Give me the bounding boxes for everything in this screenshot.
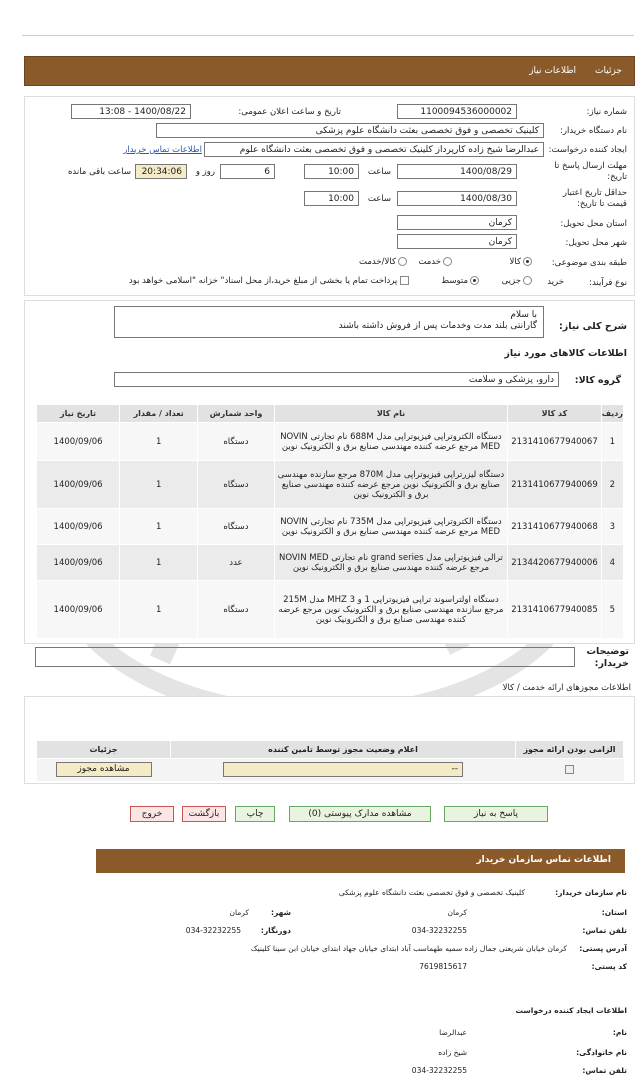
creator-name-value: عبدالرضا xyxy=(439,1028,467,1037)
cell-row: 2 xyxy=(601,461,623,509)
cell-name: ترالی فیزیوتراپی مدل grand series نام تجارتی NOVIN MED مرجع عرضه کننده مهندسی صنایع برق و الکترونیک نوین xyxy=(274,545,508,581)
category-goods-service-option[interactable] xyxy=(359,257,409,267)
cell-qty: 1 xyxy=(120,461,198,509)
reply-button[interactable]: پاسخ به نیاز xyxy=(444,806,548,822)
deadline-time-field: 10:00 xyxy=(304,164,359,179)
deadline-date-field: 1400/08/29 xyxy=(397,164,517,179)
buyer-org-field: کلینیک تخصصی و فوق تخصصی بعثت دانشگاه علوم پزشکی xyxy=(156,123,544,138)
remaining-time-field: 20:34:06 xyxy=(135,164,187,179)
payment-note-text: پرداخت تمام یا بخشی از مبلغ خرید،از محل اسناد" خزانه "اسلامی خواهد بود xyxy=(128,276,398,286)
remaining-label: ساعت باقی مانده xyxy=(67,167,131,177)
page-header xyxy=(24,56,635,86)
process-label: نوع فرآیند: xyxy=(589,278,627,288)
deadline-label: مهلت ارسال پاسخ تا تاریخ: xyxy=(554,161,627,182)
cell-row: 1 xyxy=(601,423,623,461)
creator-name-label: نام: xyxy=(612,1028,627,1037)
tab-details[interactable]: جزئیات xyxy=(595,66,622,76)
goods-table-header xyxy=(37,405,624,423)
need-number-field: 1100094536000002 xyxy=(397,104,517,119)
contact-address-value: کرمان خیابان شریعتی جمال زاده سمیه طهماسب آباد ابتدای خیابان جهاد ابتدای خیابان ابن سینا کلینیک xyxy=(250,944,567,953)
days-field: 6 xyxy=(220,164,275,179)
category-goods-service-label: کالا/خدمت xyxy=(359,257,396,267)
required-cell xyxy=(516,759,624,781)
contact-org-value: کلینیک تخصصی و فوق تخصصی بعثت دانشگاه علوم پزشکی xyxy=(338,888,525,897)
cell-code: 2134420677940006 xyxy=(508,545,602,581)
col-name: نام کالا xyxy=(274,405,508,423)
creator-phone-value: 034-32232255 xyxy=(411,1066,467,1075)
cell-qty: 1 xyxy=(120,509,198,545)
cell-unit: عدد xyxy=(198,545,274,581)
announce-field: 1400/08/22 - 13:08 xyxy=(71,104,191,119)
contact-postal-label: کد پستی: xyxy=(591,962,627,971)
process-medium-option[interactable] xyxy=(441,276,481,286)
radio-icon[interactable] xyxy=(523,276,532,285)
buyer-notes-box xyxy=(35,647,575,667)
details-cell xyxy=(37,759,171,781)
validity-label: حداقل تاریخ اعتبار قیمت تا تاریخ: xyxy=(562,188,627,209)
city-label: شهر محل تحویل: xyxy=(565,238,627,248)
cell-name: دستگاه اولتراسوند تراپی فیزیوتراپی 1 و 3 MHZ مدل 215M مرجع سازنده مهندسی صنایع برق و الکترونیک نوین مرجع عرضه کننده مهندسی صنایع برق و الکترونیک نوین xyxy=(274,581,508,639)
cell-code: 2131410677940067 xyxy=(508,423,602,461)
contact-title-text: اطلاعات تماس سازمان خریدار xyxy=(476,855,611,865)
process-buy-label: خرید xyxy=(547,277,564,287)
cell-unit: دستگاه xyxy=(198,581,274,639)
need-number-label: شماره نیاز: xyxy=(586,107,627,117)
payment-note xyxy=(129,276,409,286)
contact-province-label: استان: xyxy=(601,908,627,917)
buyer-org-label: نام دستگاه خریدار: xyxy=(560,126,627,136)
col-required: الزامی بودن ارائه مجوز xyxy=(516,741,624,759)
process-partial-option[interactable] xyxy=(502,276,534,286)
cell-name: دستگاه لیزرتراپی فیزیوتراپی مدل 870M مرجع سازنده مهندسی صنایع برق و الکترونیک نوین مرجع عرضه کننده مهندسی صنایع برق و الکترونیک نوین xyxy=(274,461,508,509)
cell-date: 1400/09/06 xyxy=(37,545,120,581)
print-button[interactable]: چاپ xyxy=(235,806,275,822)
contact-fax-value: 034-32232255 xyxy=(185,926,241,935)
permits-table xyxy=(36,740,624,781)
city-field: کرمان xyxy=(397,234,517,249)
description-line-1: با سلام xyxy=(510,310,537,320)
cell-qty: 1 xyxy=(120,581,198,639)
validity-time-field: 10:00 xyxy=(304,191,359,206)
cell-code: 2131410677940085 xyxy=(508,581,602,639)
goods-table xyxy=(36,404,624,639)
creator-section-title: اطلاعات ایجاد کننده درخواست xyxy=(515,1006,627,1015)
cell-qty: 1 xyxy=(120,423,198,461)
required-checkbox-icon xyxy=(565,765,574,774)
validity-time-label: ساعت xyxy=(367,194,391,204)
table-row xyxy=(37,461,624,509)
cell-date: 1400/09/06 xyxy=(37,461,120,509)
status-cell xyxy=(171,759,516,781)
col-date: تاریخ نیاز xyxy=(37,405,120,423)
radio-icon[interactable] xyxy=(398,257,407,266)
cell-row: 4 xyxy=(601,545,623,581)
cell-row: 3 xyxy=(601,509,623,545)
process-partial-label: جزیی xyxy=(501,276,521,286)
col-code: کد کالا xyxy=(508,405,602,423)
description-line-2: گارانتی بلند مدت وخدمات پس از فروش داشته باشند xyxy=(338,321,537,331)
checkbox-icon[interactable] xyxy=(400,276,409,285)
top-divider xyxy=(22,35,634,36)
province-field: کرمان xyxy=(397,215,517,230)
cell-qty: 1 xyxy=(120,545,198,581)
view-permit-button[interactable]: مشاهده مجوز xyxy=(56,762,152,777)
cell-date: 1400/09/06 xyxy=(37,509,120,545)
table-row xyxy=(37,509,624,545)
cell-unit: دستگاه xyxy=(198,509,274,545)
description-box xyxy=(114,306,544,338)
creator-phone-label: تلفن تماس: xyxy=(582,1066,627,1075)
col-unit: واحد شمارش xyxy=(198,405,274,423)
cell-unit: دستگاه xyxy=(198,423,274,461)
contact-phone-label: تلفن تماس: xyxy=(582,926,627,935)
description-label: شرح کلی نیاز: xyxy=(558,321,627,332)
permits-row xyxy=(37,759,624,781)
goods-group-label: گروه کالا: xyxy=(574,375,621,386)
category-goods-option[interactable] xyxy=(510,257,534,267)
contact-province-value: کرمان xyxy=(447,908,467,917)
creator-label: ایجاد کننده درخواست: xyxy=(548,145,627,155)
cell-row: 5 xyxy=(601,581,623,639)
permits-header xyxy=(37,741,624,759)
province-label: استان محل تحویل: xyxy=(560,219,627,229)
process-medium-label: متوسط xyxy=(441,276,468,286)
days-label: روز و xyxy=(195,167,215,177)
contact-fax-label: دورنگار: xyxy=(260,926,291,935)
contact-section-title xyxy=(96,849,625,873)
creator-family-label: نام خانوادگی: xyxy=(576,1048,627,1057)
creator-family-value: شیخ زاده xyxy=(438,1048,467,1057)
radio-icon[interactable] xyxy=(523,257,532,266)
cell-date: 1400/09/06 xyxy=(37,581,120,639)
validity-date-field: 1400/08/30 xyxy=(397,191,517,206)
buyer-notes-label: توضیحات خریدار: xyxy=(586,646,629,669)
permit-status-field[interactable]: -- xyxy=(223,762,463,777)
back-button[interactable]: بازگشت xyxy=(182,806,226,822)
table-row xyxy=(37,581,624,639)
goods-group-field: دارو، پزشکی و سلامت xyxy=(114,372,559,387)
buyer-contact-link[interactable]: اطلاعات تماس خریدار xyxy=(123,145,202,155)
cell-name: دستگاه الکتروتراپی فیزیوتراپی مدل 735M نام تجارتی NOVIN MED مرجع عرضه کننده مهندسی صنایع برق و الکترونیک نوین xyxy=(274,509,508,545)
table-row xyxy=(37,545,624,581)
cell-code: 2131410677940068 xyxy=(508,509,602,545)
col-row: ردیف xyxy=(601,405,623,423)
contact-address-label: آدرس پستی: xyxy=(579,944,627,953)
attachments-button[interactable]: مشاهده مدارک پیوستی (0) xyxy=(289,806,431,822)
exit-button[interactable]: خروج xyxy=(130,806,174,822)
cell-date: 1400/09/06 xyxy=(37,423,120,461)
category-service-option[interactable] xyxy=(418,257,454,267)
deadline-time-label: ساعت xyxy=(367,167,391,177)
announce-label: تاریخ و ساعت اعلان عمومی: xyxy=(238,107,341,117)
contact-city-label: شهر: xyxy=(271,908,291,917)
cell-code: 2131410677940069 xyxy=(508,461,602,509)
contact-org-label: نام سازمان خریدار: xyxy=(555,888,627,897)
permits-title: اطلاعات مجوزهای ارائه خدمت / کالا xyxy=(502,683,631,693)
contact-phone-value: 034-32232255 xyxy=(411,926,467,935)
category-goods-label: کالا xyxy=(509,257,521,267)
col-qty: تعداد / مقدار xyxy=(120,405,198,423)
radio-icon[interactable] xyxy=(470,276,479,285)
table-row xyxy=(37,423,624,461)
category-label: طبقه بندی موضوعی: xyxy=(551,258,627,268)
col-status: اعلام وضعیت مجوز توسط تامین کننده xyxy=(171,741,516,759)
category-service-label: خدمت xyxy=(418,257,441,267)
tab-need-info[interactable]: اطلاعات نیاز xyxy=(529,66,576,76)
radio-icon[interactable] xyxy=(443,257,452,266)
contact-postal-value: 7619815617 xyxy=(419,962,467,971)
creator-field: عبدالرضا شیخ زاده کارپرداز کلینیک تخصصی و فوق تخصصی بعثت دانشگاه علوم xyxy=(204,142,544,157)
col-details: جزئیات xyxy=(37,741,171,759)
goods-section-title: اطلاعات کالاهای مورد نیاز xyxy=(504,348,627,359)
cell-name: دستگاه الکتروتراپی فیزیوتراپی مدل 688M نام تجارتی NOVIN MED مرجع عرضه کننده مهندسی صنایع برق و الکترونیک نوین xyxy=(274,423,508,461)
contact-city-value: کرمان xyxy=(229,908,249,917)
cell-unit: دستگاه xyxy=(198,461,274,509)
